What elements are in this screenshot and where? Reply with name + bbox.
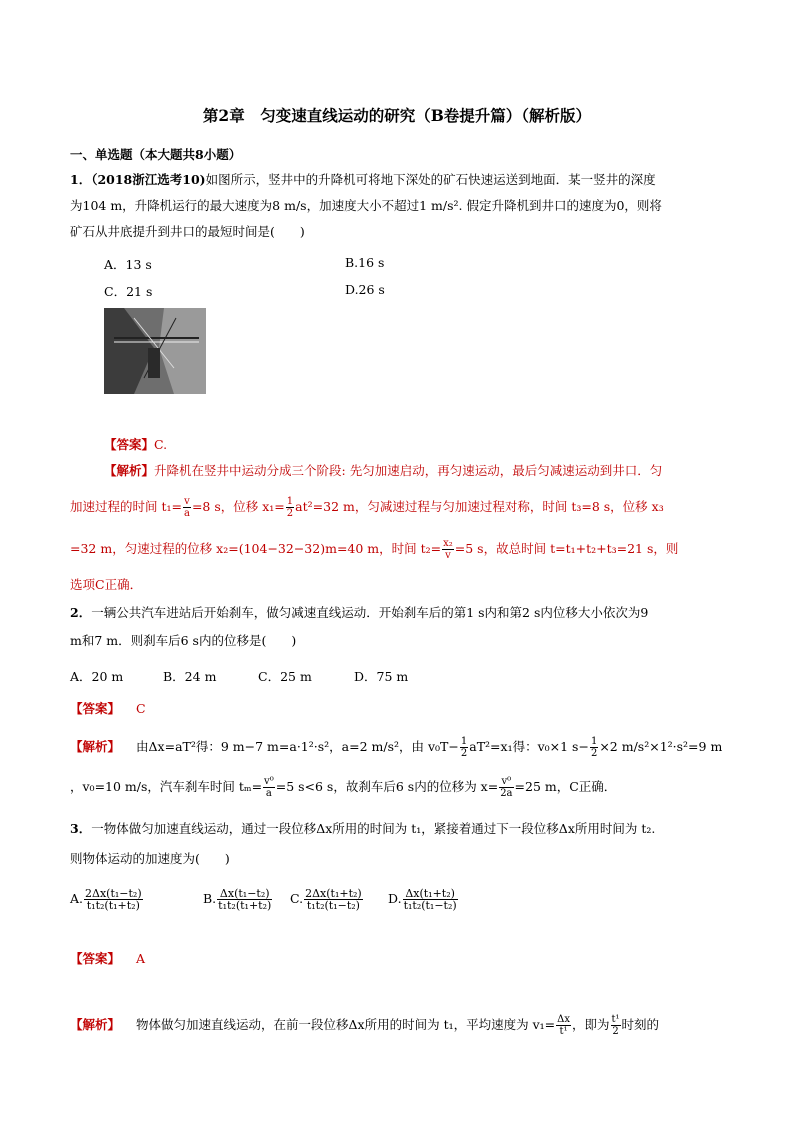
frac-denominator: t¹ [559,1026,568,1037]
q3-option-a-label: A. [70,891,84,906]
q3-option-a [70,888,144,911]
q1-number: 1． [70,172,92,187]
q1-analysis-text3a: =32 m，匀速过程的位移 x₂=(104−32−32)m=40 m，时间 t₂= [70,541,442,556]
frac-numerator: x₂ [443,538,453,549]
frac-denominator: 2 [460,748,468,759]
q3-line1 [70,820,655,838]
q2-option-a: A．20 m [70,669,124,684]
q1-line2: 为104 m，升降机运行的最大速度为8 m/s，加速度大小不超过1 m/s². 假定升降机到井口的速度为0，则将 [70,198,662,213]
q1-analysis-line3 [70,538,678,561]
q3-answer-label: 【答案】 [70,951,121,966]
q2-line1 [70,604,648,622]
q2-analysis-line1 [70,736,722,759]
frac-numerator: 2Δx(t₁−t₂) [85,887,142,900]
q2-analysis-text1c: ×2 m/s²×1²·s²=9 m [599,739,723,754]
q3-text1: 一物体做匀加速直线运动，通过一段位移Δx所用的时间为 t₁，紧接着通过下一段位移Δx所用时间为 t₂. [91,821,656,836]
q1-analysis-text2c: at²=32 m，匀减速过程与匀加速过程对称，时间 t₃=8 s，位移 x₃ [295,499,664,514]
q2-answer-line [70,700,146,718]
frac-numerator: Δx(t₁−t₂) [217,888,272,900]
q2-frac-v0-2a [499,776,513,799]
section-heading: 一、单选题（本大题共8小题） [70,147,242,162]
frac-numerator: t¹ [611,1014,620,1025]
frac-denominator: t₁t₂(t₁−t₂) [403,899,457,912]
q2-number: 2． [70,605,92,620]
q3-analysis-label: 【解析】 [70,1017,121,1032]
q1-answer: C. [154,437,168,452]
q1-frac-v-a [183,496,191,519]
q2-frac-half-b [590,736,598,759]
q3-line2: 则物体运动的加速度为( ) [70,851,230,866]
frac-denominator: t₁t₂(t₁−t₂) [306,899,360,912]
q3-option-b [203,888,273,911]
q1-answer-label: 【答案】 [104,437,155,452]
mine-shaft-photo [104,308,206,394]
q2-analysis-text1b: aT²=x₁得：v₀×1 s− [469,739,589,754]
q2-option-c: C．25 m [258,669,312,684]
q3-answer-line [70,950,145,968]
q2-analysis-text2b: =5 s<6 s，故刹车后6 s内的位移为 x= [275,779,499,794]
q2-answer: C [136,701,146,716]
q3-analysis-text1a: 物体做匀加速直线运动，在前一段位移Δx所用的时间为 t₁，平均速度为 v₁= [136,1017,556,1032]
q1-option-b: B.16 s [345,255,385,270]
q1-source: （2018浙江选考10) [91,172,206,187]
q3-option-d-frac [403,888,458,911]
q1-analysis-text3b: =5 s，故总时间 t=t₁+t₂+t₃=21 s，则 [454,541,679,556]
mine-shaft-illustration [104,308,206,394]
q1-text1: 如图所示，竖井中的升降机可将地下深处的矿石快速运送到地面．某一竖井的深度 [205,172,656,187]
q2-analysis-label: 【解析】 [70,739,121,754]
frac-denominator: 2 [286,508,294,519]
frac-denominator: 2 [612,1026,619,1037]
q3-analysis-line1 [70,1014,659,1037]
q3-answer: A [136,951,146,966]
frac-denominator: 2a [500,788,513,799]
q3-option-c [290,888,364,911]
frac-denominator: a [265,788,272,799]
frac-numerator: v⁰ [264,776,274,787]
q3-frac-dx-t1 [556,1014,571,1037]
q2-option-b: B．24 m [163,669,217,684]
frac-denominator: t₁t₂(t₁+t₂) [86,899,140,912]
q1-analysis-line2 [70,496,664,519]
frac-numerator: 2Δx(t₁+t₂) [305,887,362,900]
frac-numerator: 1 [460,736,468,747]
q2-frac-v0-a [263,776,275,799]
frac-denominator: v [445,550,451,561]
frac-numerator: v⁰ [499,776,513,788]
q2-analysis-text1a: 由Δx=aT²得：9 m−7 m=a·1²·s²，a=2 m/s²，由 v₀T− [136,739,459,754]
q2-option-d: D．75 m [354,669,409,684]
q1-analysis-text2b: =8 s，位移 x₁= [191,499,285,514]
frac-numerator: v [184,496,190,507]
frac-numerator: 1 [590,736,598,747]
frac-denominator: 2 [590,748,598,759]
q1-analysis-line1 [104,462,662,480]
q3-option-b-frac [217,888,272,911]
frac-numerator: Δx [557,1014,570,1025]
q1-analysis-text1: 升降机在竖井中运动分成三个阶段: 先匀加速启动，再匀速运动，最后匀减速运动到井口．匀 [154,463,663,478]
frac-numerator: 1 [286,496,294,507]
page-title: 第2章 匀变速直线运动的研究（B卷提升篇）（解析版） [202,106,592,125]
q3-analysis-text1c: 时刻的 [621,1017,660,1032]
q3-number: 3． [70,821,92,836]
q3-option-a-frac [84,888,143,911]
q3-option-c-frac [304,888,363,911]
q1-analysis-text2a: 加速过程的时间 t₁= [70,499,182,514]
q3-option-c-label: C. [290,891,304,906]
q3-frac-t1-2 [611,1014,621,1037]
q2-line2: m和7 m．则刹车后6 s内的位移是( ) [70,633,297,648]
frac-denominator: t₁t₂(t₁+t₂) [218,899,272,912]
q2-text1: 一辆公共汽车进站后开始刹车，做匀减速直线运动．开始刹车后的第1 s内和第2 s内位移大小依次为9 [91,605,649,620]
frac-numerator: Δx(t₁+t₂) [403,888,458,900]
q1-answer-line [104,436,167,454]
q1-frac-half [286,496,294,519]
q1-option-c: C．21 s [104,284,153,299]
q2-analysis-text2c: =25 m，C正确． [514,779,617,794]
q1-line1 [70,171,656,189]
q2-analysis-line2 [70,776,616,799]
q3-option-b-label: B. [203,891,217,906]
q3-analysis-text1b: ，即为 [572,1017,610,1032]
q1-option-a: A．13 s [104,257,152,272]
q1-analysis-label: 【解析】 [104,463,155,478]
q1-line3: 矿石从井底提升到井口的最短时间是( ) [70,224,305,239]
q2-analysis-text2a: ，v₀=10 m/s，汽车刹车时间 tₘ= [70,779,263,794]
q1-analysis-line4: 选项C正确． [70,577,143,592]
q2-frac-half-a [460,736,468,759]
q1-frac-x2-v [442,538,454,561]
q2-answer-label: 【答案】 [70,701,121,716]
frac-denominator: a [183,508,190,519]
q1-option-d: D.26 s [345,282,385,297]
q3-option-d-label: D. [388,891,402,906]
q3-option-d [388,888,459,911]
